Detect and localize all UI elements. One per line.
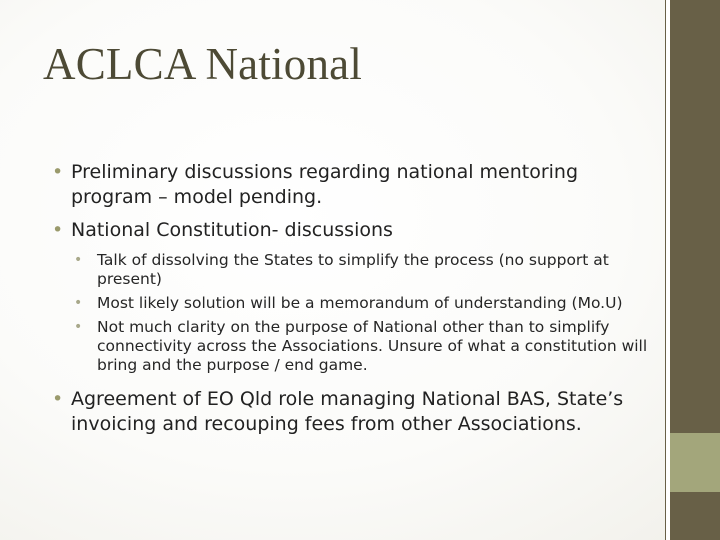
slide-body	[52, 160, 652, 445]
sub-bullet-item	[74, 294, 652, 313]
bullet-item-agreement	[52, 387, 652, 437]
sidebar-accent-block	[670, 433, 720, 492]
bullet-text: National Constitution- discussions	[71, 219, 393, 241]
sub-bullet-list	[52, 251, 652, 375]
bullet-text: Agreement of EO Qld role managing National BAS, State’s invoicing and recouping fees from other Associations.	[71, 388, 624, 435]
sub-bullet-item	[74, 318, 652, 375]
bullet-icon: •	[52, 219, 64, 241]
bullet-list-continued	[52, 387, 652, 437]
bullet-list	[52, 160, 652, 243]
sub-bullet-icon: •	[74, 319, 83, 335]
bullet-icon: •	[52, 388, 64, 410]
sub-bullet-text: Most likely solution will be a memorandum of understanding (Mo.U)	[97, 294, 623, 312]
bullet-item-constitution	[52, 218, 652, 243]
bullet-icon: •	[52, 161, 64, 183]
sub-bullet-icon: •	[74, 295, 83, 311]
sub-bullet-item	[74, 251, 652, 289]
sub-bullet-icon: •	[74, 252, 83, 268]
sub-bullet-text: Talk of dissolving the States to simplify the process (no support at present)	[97, 251, 609, 288]
bullet-item-mentoring	[52, 160, 652, 210]
sub-bullet-text: Not much clarity on the purpose of National other than to simplify connectivity across the Associations. Unsure of what a constitution will bring and the purpose / end game.	[97, 318, 648, 374]
slide-title: ACLCA National	[43, 39, 363, 89]
bullet-text: Preliminary discussions regarding national mentoring program – model pending.	[71, 161, 579, 208]
